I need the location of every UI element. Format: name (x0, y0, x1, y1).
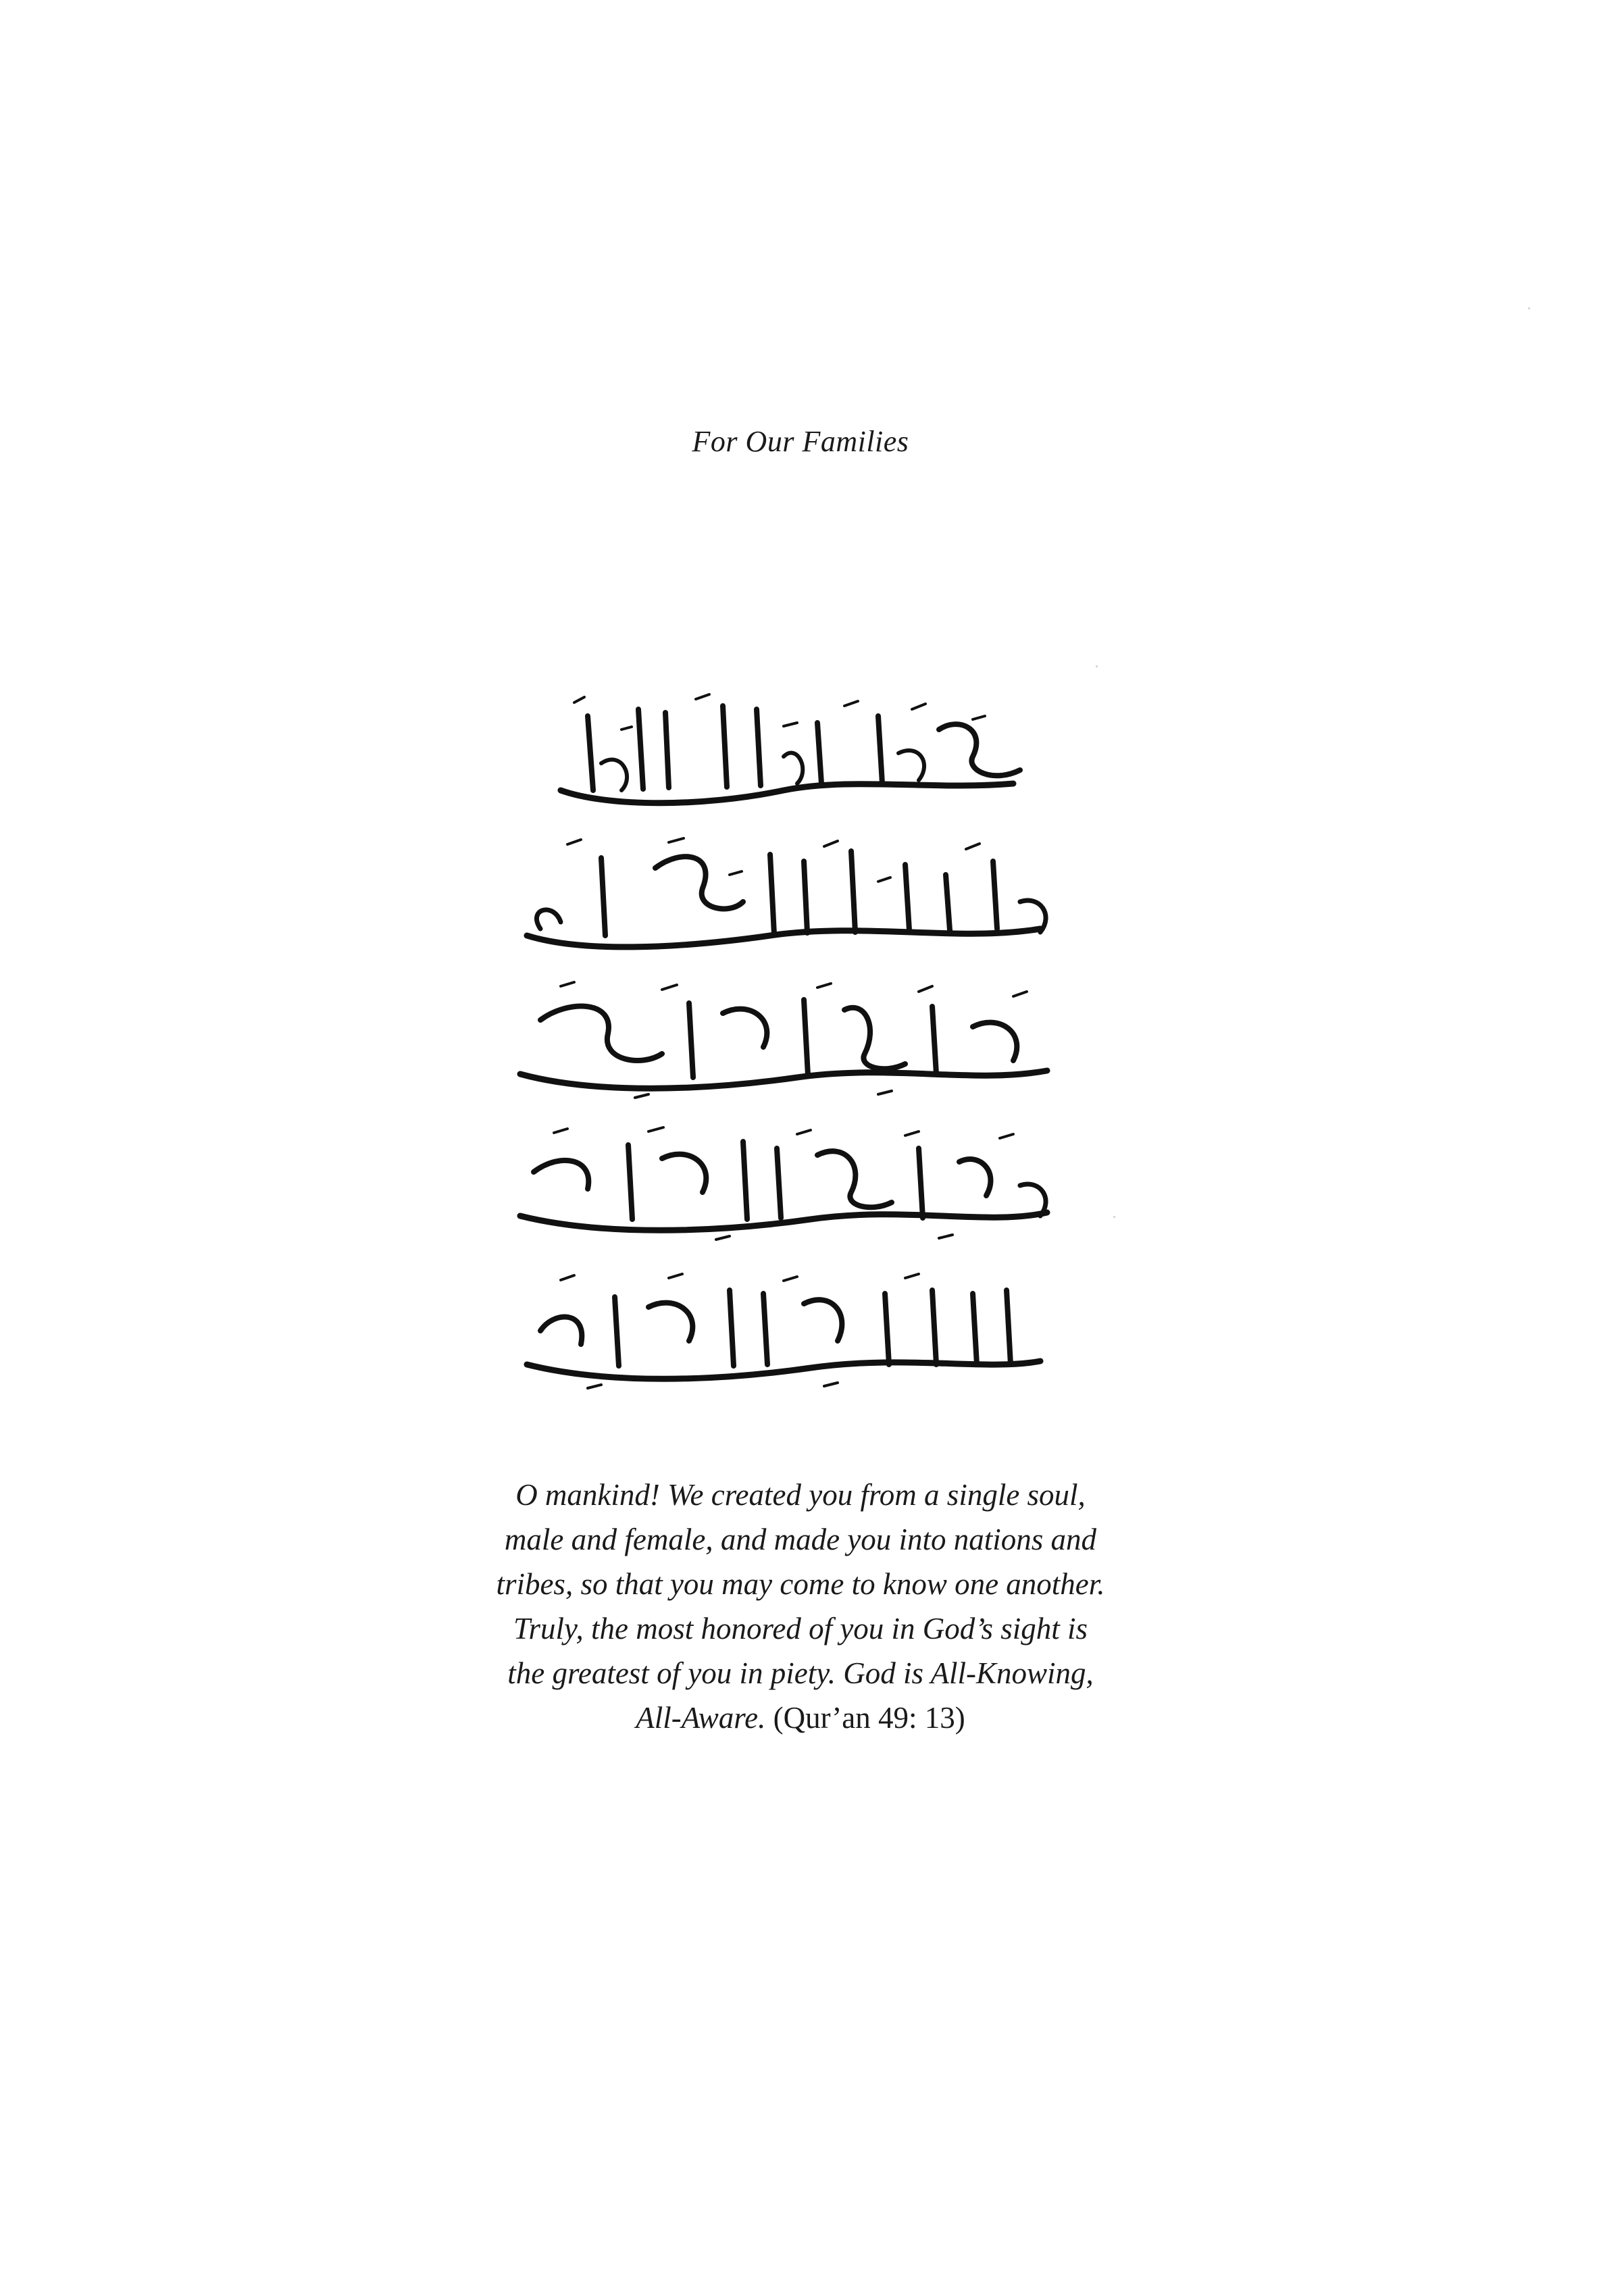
verse-line-5: the greatest of you in piety. God is All-Knowing, (507, 1656, 1094, 1690)
verse-citation: (Qur’an 49: 13) (773, 1701, 965, 1735)
verse-line-4: Truly, the most honored of you in God’s sight is (513, 1612, 1088, 1646)
calligraphy-line-2 (500, 834, 1067, 963)
calligraphy-line-5 (500, 1270, 1067, 1398)
dedication: For Our Families (692, 425, 909, 458)
paper-speck (1113, 1216, 1115, 1218)
verse-line-3: tribes, so that you may come to know one another. (496, 1567, 1105, 1601)
calligraphy-line-3 (500, 979, 1067, 1108)
verse-line-6-text: All-Aware. (636, 1701, 766, 1735)
calligraphy-line-1 (500, 689, 1067, 817)
arabic-calligraphy (500, 689, 1067, 1405)
paper-speck (1528, 307, 1530, 309)
verse-line-1: O mankind! We created you from a single soul, (515, 1478, 1086, 1512)
calligraphy-line-4 (500, 1125, 1067, 1253)
verse-translation (378, 1473, 1223, 1740)
verse-line-2: male and female, and made you into nations and (504, 1523, 1097, 1556)
paper-speck (1096, 665, 1098, 667)
verse-line-6 (378, 1695, 1223, 1740)
